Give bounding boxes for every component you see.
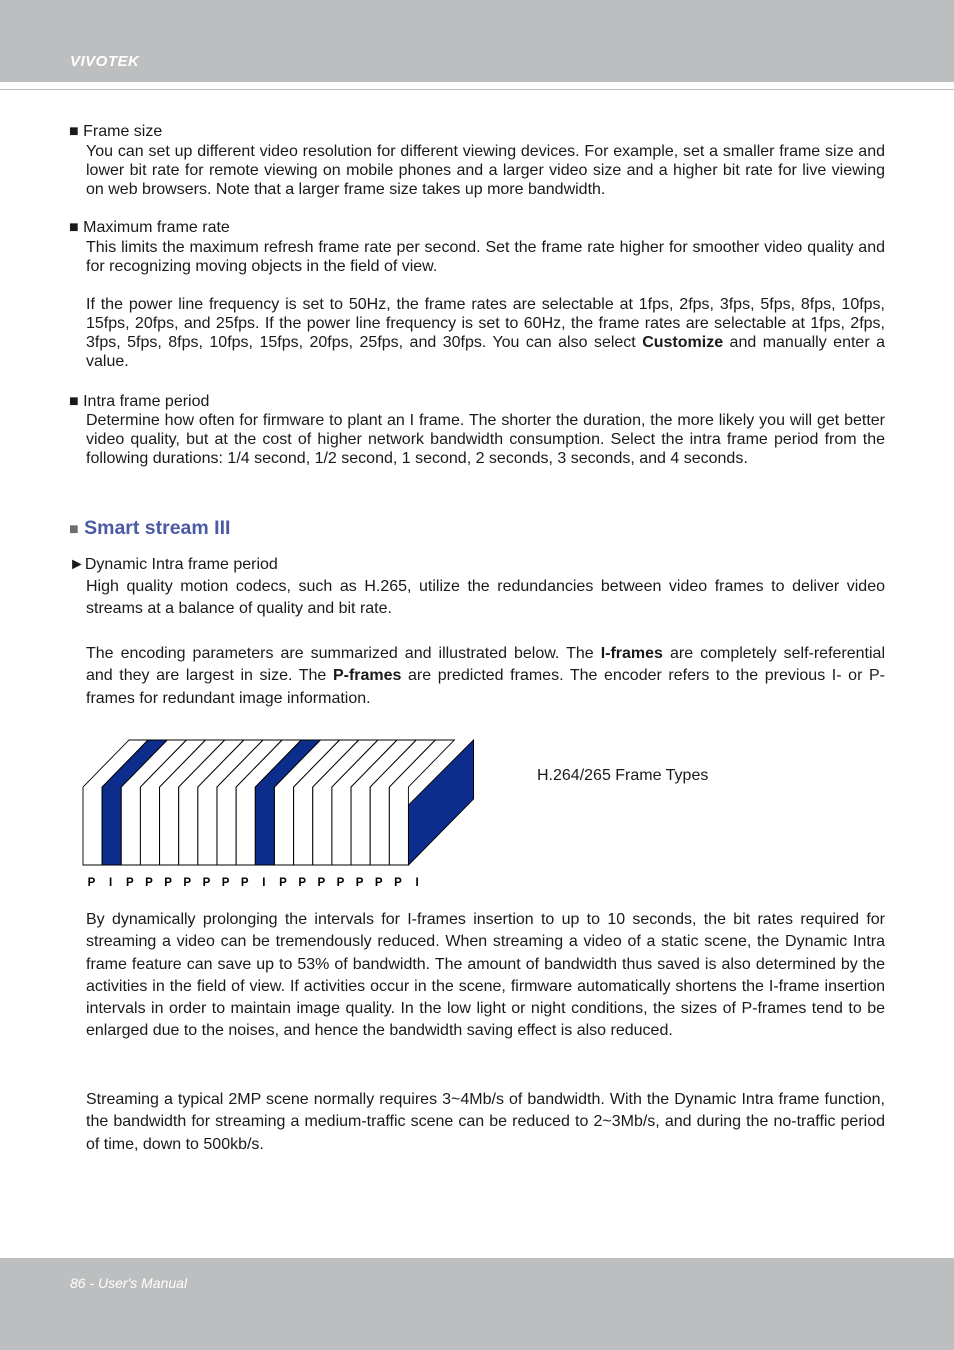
header-divider — [0, 89, 954, 90]
frame-size-heading: ■ Frame size — [69, 123, 163, 140]
smart-stream-para2 — [86, 643, 885, 710]
frame-label: P — [183, 877, 192, 889]
para2-part-e: are predicted frames. The encoder refers to the previous I- or P-frames for redundant image information. — [86, 667, 885, 707]
frame-label: P — [355, 877, 364, 889]
frame-label: I — [262, 877, 266, 889]
section-title-text: Smart stream III — [84, 517, 231, 539]
frame-label: P — [87, 877, 96, 889]
intra-frame-text: Determine how often for firmware to plant an I frame. The shorter the duration, the more likely you will get better video quality, but at the cost of higher network bandwidth consumption. Select the intra frame period from the following durations: 1/4 second, 1/2 second, 1 second, 2 seconds, 3 seconds, and 4 seconds. — [86, 412, 885, 467]
dynamic-intra-heading: ►Dynamic Intra frame period — [69, 556, 278, 573]
max-frame-rate-heading: ■ Maximum frame rate — [69, 219, 230, 236]
frame-rate-options-after: and manually enter a value. — [86, 334, 886, 370]
smart-stream-para3: By dynamically prolonging the intervals for I-frames insertion to up to 10 seconds, the bit rates required for streaming a video can be tremendously reduced. When streaming a video of a static scene, the Dynamic Intra frame feature can save up to 53% of bandwidth. The amount of bandwidth thus saved is also determined by the activities in the field of view. If activities occur in the scene, firmware automatically shortens the I-frame insertion intervals in order to maintain image quality. In the low light or night conditions, the sizes of P-frames tend to be enlarged due to the noises, and hence the bandwidth saving effect is also reduced. — [86, 911, 885, 1040]
intra-frame-heading: ■ Intra frame period — [69, 393, 210, 410]
frame-label: P — [374, 877, 383, 889]
frame-label: P — [125, 877, 134, 889]
brand-logo: VIVOTEK — [70, 53, 140, 70]
para2-part-c: are completely self-referential and they are largest in size. The — [86, 645, 885, 685]
frame-label: P — [298, 877, 306, 889]
frame-label: P — [317, 877, 326, 889]
footer-bar — [0, 1258, 954, 1350]
para2-part-a: The encoding parameters are summarized and illustrated below. The — [86, 645, 601, 662]
frame-label: P — [202, 877, 211, 889]
customize-keyword: Customize — [642, 334, 724, 351]
smart-stream-para4: Streaming a typical 2MP scene normally requires 3~4Mb/s of bandwidth. With the Dynamic Intra frame function, the bandwidth for streaming a medium-traffic scene can be reduced to 2~3Mb/s, and during the no-traffic period of time, down to 500kb/s. — [86, 1091, 885, 1153]
header-bar — [0, 0, 954, 82]
frame-types-diagram — [78, 735, 478, 895]
frame-label: I — [109, 877, 113, 889]
figure-caption: H.264/265 Frame Types — [537, 767, 709, 784]
frame-label: P — [336, 877, 345, 889]
frame-label: P — [164, 877, 172, 889]
frame-rate-options-text — [86, 295, 885, 371]
frame-label: P — [394, 877, 402, 889]
frame-label: P — [279, 877, 287, 889]
max-frame-rate-text: This limits the maximum refresh frame rate per second. Set the frame rate higher for smoother video quality and for recognizing moving objects in the field of view. — [86, 239, 885, 275]
frame-label: P — [145, 877, 153, 889]
frame-label: P — [240, 877, 249, 889]
frame-label: I — [415, 877, 419, 889]
p-frames-keyword: P-frames — [332, 667, 402, 685]
frame-rate-options-before: If the power line frequency is set to 50Hz, the frame rates are selectable at 1fps, 2fps, 3fps, 5fps, 8fps, 10fps, 15fps, 20fps, and 25fps. If the power line frequency is set to 60Hz, the frame rates are selectable at 1fps, 2fps, 3fps, 5fps, 8fps, 10fps, 15fps, 20fps, 25fps, and 30fps. You can also select — [86, 296, 885, 351]
frame-size-text: You can set up different video resolution for different viewing devices. For example, set a smaller frame size and lower bit rate for remote viewing on mobile phones and a larger video size and a higher bit rate for live viewing on web browsers. Note that a larger frame size takes up more bandwidth. — [86, 143, 885, 198]
i-frames-keyword: I-frames — [600, 645, 663, 662]
smart-stream-para1: High quality motion codecs, such as H.265, utilize the redundancies between video frames to deliver video streams at a balance of quality and bit rate. — [86, 578, 885, 618]
section-square: ■ — [69, 521, 79, 538]
frame-label: P — [221, 877, 230, 889]
page-number-label: 86 - User's Manual — [70, 1275, 188, 1291]
section-title — [69, 517, 230, 540]
